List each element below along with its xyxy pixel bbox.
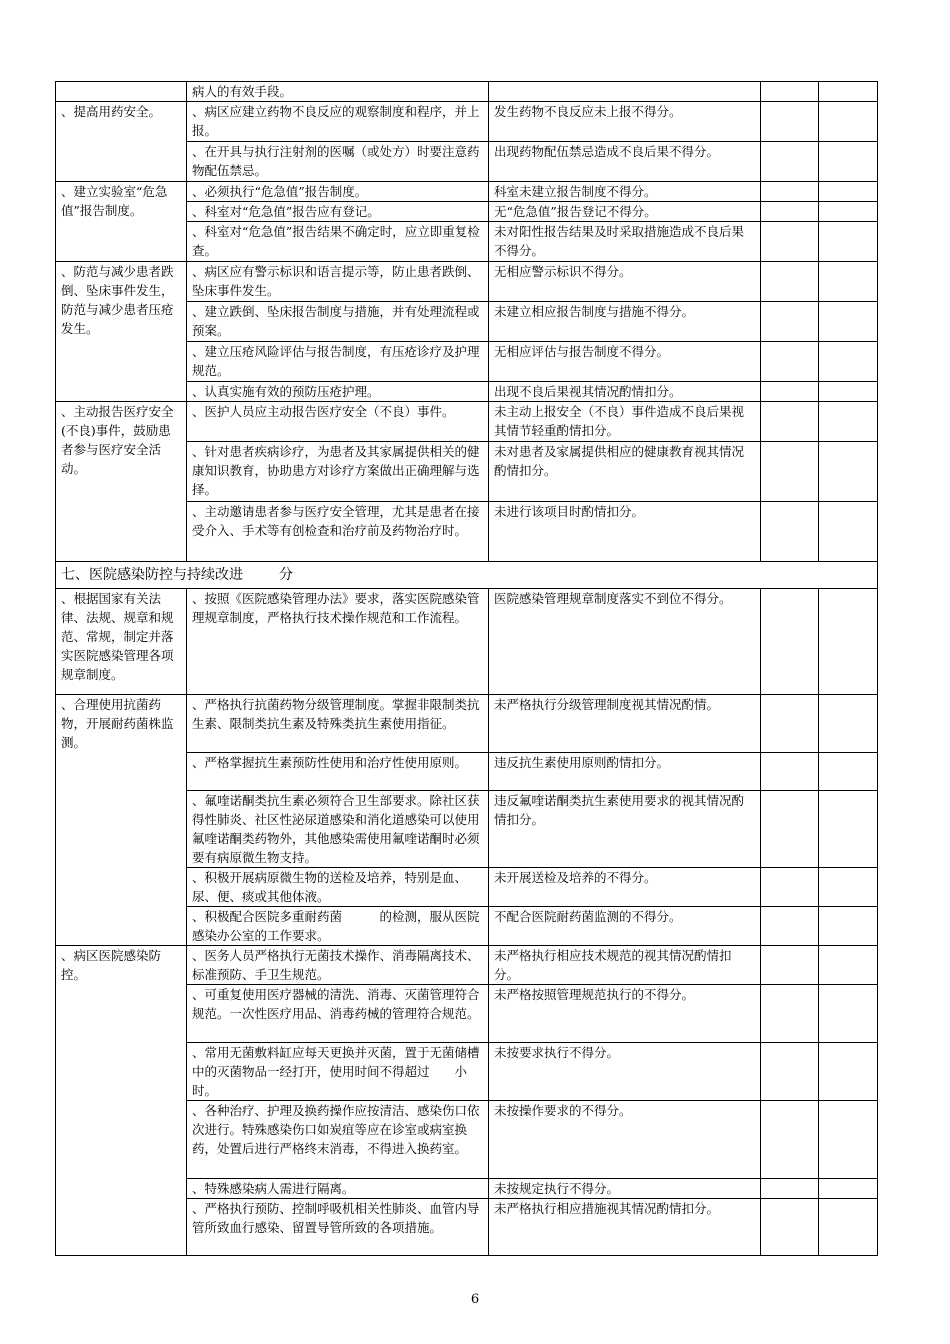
requirement-cell: 、各种治疗、护理及换药操作应按清洁、感染伤口依次进行。特殊感染伤口如炭疽等应在诊室或病室换药，处置后进行严格终末消毒，不得进入换药室。 [187,1101,489,1179]
score-cell [761,442,819,502]
scoring-criteria-cell: 未进行该项目时酌情扣分。 [489,502,761,562]
deduction-cell [819,382,878,402]
scoring-criteria-cell [489,82,761,102]
score-cell [761,502,819,562]
category-cell: 、病区医院感染防控。 [56,946,187,1256]
table-row [56,402,878,442]
score-cell [761,402,819,442]
scoring-criteria-cell: 未严格执行相应措施视其情况酌情扣分。 [489,1199,761,1256]
deduction-cell [819,202,878,222]
deduction-cell [819,907,878,946]
requirement-cell: 、必须执行“危急值”报告制度。 [187,182,489,202]
scoring-criteria-cell: 未对阳性报告结果及时采取措施造成不良后果不得分。 [489,222,761,262]
section-title: 七、医院感染防控与持续改进 [61,567,243,583]
score-cell [761,695,819,753]
scoring-criteria-cell: 医院感染管理规章制度落实不到位不得分。 [489,589,761,695]
category-cell [56,82,187,102]
category-cell: 、主动报告医疗安全(不良)事件，鼓励患者参与医疗安全活动。 [56,402,187,562]
scoring-criteria-cell: 未严格执行相应技术规范的视其情况酌情扣分。 [489,946,761,985]
scoring-criteria-cell: 无相应警示标识不得分。 [489,262,761,302]
score-cell [761,589,819,695]
requirement-cell: 、病区应有警示标识和语言提示等，防止患者跌倒、坠床事件发生。 [187,262,489,302]
deduction-cell [819,182,878,202]
deduction-cell [819,589,878,695]
requirement-cell: 、医务人员严格执行无菌技术操作、消毒隔离技术、标准预防、手卫生规范。 [187,946,489,985]
deduction-cell [819,1101,878,1179]
score-cell [761,753,819,791]
requirement-cell: 、积极配合医院多重耐药菌 的检测，服从医院感染办公室的工作要求。 [187,907,489,946]
table-row [56,695,878,753]
category-cell: 、根据国家有关法律、法规、规章和规范、常规，制定并落实医院感染管理各项规章制度。 [56,589,187,695]
deduction-cell [819,753,878,791]
scoring-criteria-cell: 未建立相应报告制度与措施不得分。 [489,302,761,342]
category-cell: 、建立实验室“危急值”报告制度。 [56,182,187,262]
requirement-cell: 、在开具与执行注射剂的医嘱（或处方）时要注意药物配伍禁忌。 [187,142,489,182]
requirement-cell: 、建立跌倒、坠床报告制度与措施，并有处理流程或预案。 [187,302,489,342]
document-page [55,81,877,1256]
scoring-criteria-cell: 未主动上报安全（不良）事件造成不良后果视其情节轻重酌情扣分。 [489,402,761,442]
scoring-criteria-cell: 未按操作要求的不得分。 [489,1101,761,1179]
score-cell [761,142,819,182]
scoring-criteria-cell: 未严格按照管理规范执行的不得分。 [489,985,761,1043]
score-cell [761,985,819,1043]
requirement-cell: 、可重复使用医疗器械的清洗、消毒、灭菌管理符合规范。一次性医疗用品、消毒药械的管理符合规范。 [187,985,489,1043]
scoring-criteria-cell: 无“危急值”报告登记不得分。 [489,202,761,222]
score-cell [761,1101,819,1179]
deduction-cell [819,502,878,562]
requirement-cell: 、严格执行抗菌药物分级管理制度。掌握非限制类抗生素、限制类抗生素及特殊类抗生素使用指征。 [187,695,489,753]
deduction-cell [819,102,878,142]
score-cell [761,82,819,102]
deduction-cell [819,695,878,753]
requirement-cell: 、科室对“危急值”报告结果不确定时，应立即重复检查。 [187,222,489,262]
score-cell [761,868,819,907]
score-cell [761,1179,819,1199]
score-cell [761,946,819,985]
scoring-criteria-cell: 未开展送检及培养的不得分。 [489,868,761,907]
score-cell [761,382,819,402]
section-header-row [56,562,878,589]
requirement-cell: 、医护人员应主动报告医疗安全（不良）事件。 [187,402,489,442]
deduction-cell [819,82,878,102]
assessment-table [55,81,878,1256]
scoring-criteria-cell: 出现不良后果视其情况酌情扣分。 [489,382,761,402]
requirement-cell: 、氟喹诺酮类抗生素必须符合卫生部要求。除社区获得性肺炎、社区性泌尿道感染和消化道感染可以使用氟喹诺酮类药物外，其他感染需使用氟喹诺酮时必须要有病原微生物支持。 [187,791,489,868]
requirement-cell: 、积极开展病原微生物的送检及培养，特别是血、尿、便、痰或其他体液。 [187,868,489,907]
requirement-cell: 、病区应建立药物不良反应的观察制度和程序，并上报。 [187,102,489,142]
requirement-cell: 、科室对“危急值”报告应有登记。 [187,202,489,222]
category-cell: 、合理使用抗菌药物，开展耐药菌株监测。 [56,695,187,946]
scoring-criteria-cell: 未按规定执行不得分。 [489,1179,761,1199]
table-row [56,82,878,102]
score-cell [761,907,819,946]
deduction-cell [819,342,878,382]
score-cell [761,262,819,302]
score-cell [761,182,819,202]
score-cell [761,791,819,868]
deduction-cell [819,262,878,302]
deduction-cell [819,868,878,907]
scoring-criteria-cell: 不配合医院耐药菌监测的不得分。 [489,907,761,946]
deduction-cell [819,402,878,442]
score-cell [761,202,819,222]
scoring-criteria-cell: 未严格执行分级管理制度视其情况酌情。 [489,695,761,753]
scoring-criteria-cell: 出现药物配伍禁忌造成不良后果不得分。 [489,142,761,182]
requirement-cell: 病人的有效手段。 [187,82,489,102]
deduction-cell [819,142,878,182]
page-number: 6 [470,1292,480,1307]
section-score-label: 分 [279,567,293,583]
requirement-cell: 、针对患者疾病诊疗，为患者及其家属提供相关的健康知识教育，协助患方对诊疗方案做出正确理解与选择。 [187,442,489,502]
deduction-cell [819,1043,878,1101]
score-cell [761,1043,819,1101]
scoring-criteria-cell: 违反氟喹诺酮类抗生素使用要求的视其情况酌情扣分。 [489,791,761,868]
deduction-cell [819,222,878,262]
requirement-cell: 、认真实施有效的预防压疮护理。 [187,382,489,402]
scoring-criteria-cell: 未按要求执行不得分。 [489,1043,761,1101]
scoring-criteria-cell: 未对患者及家属提供相应的健康教育视其情况酌情扣分。 [489,442,761,502]
table-row [56,946,878,985]
table-row [56,262,878,302]
deduction-cell [819,1179,878,1199]
score-cell [761,222,819,262]
requirement-cell: 、建立压疮风险评估与报告制度，有压疮诊疗及护理规范。 [187,342,489,382]
scoring-criteria-cell: 无相应评估与报告制度不得分。 [489,342,761,382]
scoring-criteria-cell: 科室未建立报告制度不得分。 [489,182,761,202]
scoring-criteria-cell: 违反抗生素使用原则酌情扣分。 [489,753,761,791]
score-cell [761,302,819,342]
category-cell: 、提高用药安全。 [56,102,187,182]
table-row [56,589,878,695]
section-title-cell [56,562,878,589]
deduction-cell [819,946,878,985]
requirement-cell: 、严格执行预防、控制呼吸机相关性肺炎、血管内导管所致血行感染、留置导管所致的各项措施。 [187,1199,489,1256]
score-cell [761,102,819,142]
requirement-cell: 、按照《医院感染管理办法》要求，落实医院感染管理规章制度，严格执行技术操作规范和工作流程。 [187,589,489,695]
deduction-cell [819,442,878,502]
deduction-cell [819,1199,878,1256]
table-row [56,182,878,202]
scoring-criteria-cell: 发生药物不良反应未上报不得分。 [489,102,761,142]
category-cell: 、防范与减少患者跌倒、坠床事件发生，防范与减少患者压疮发生。 [56,262,187,402]
requirement-cell: 、严格掌握抗生素预防性使用和治疗性使用原则。 [187,753,489,791]
requirement-cell: 、主动邀请患者参与医疗安全管理，尤其是患者在接受介入、手术等有创检查和治疗前及药物治疗时。 [187,502,489,562]
score-cell [761,1199,819,1256]
requirement-cell: 、常用无菌敷料缸应每天更换并灭菌，置于无菌储槽中的灭菌物品一经打开，使用时间不得超过 小时。 [187,1043,489,1101]
deduction-cell [819,791,878,868]
deduction-cell [819,985,878,1043]
score-cell [761,342,819,382]
table-row [56,102,878,142]
deduction-cell [819,302,878,342]
requirement-cell: 、特殊感染病人需进行隔离。 [187,1179,489,1199]
